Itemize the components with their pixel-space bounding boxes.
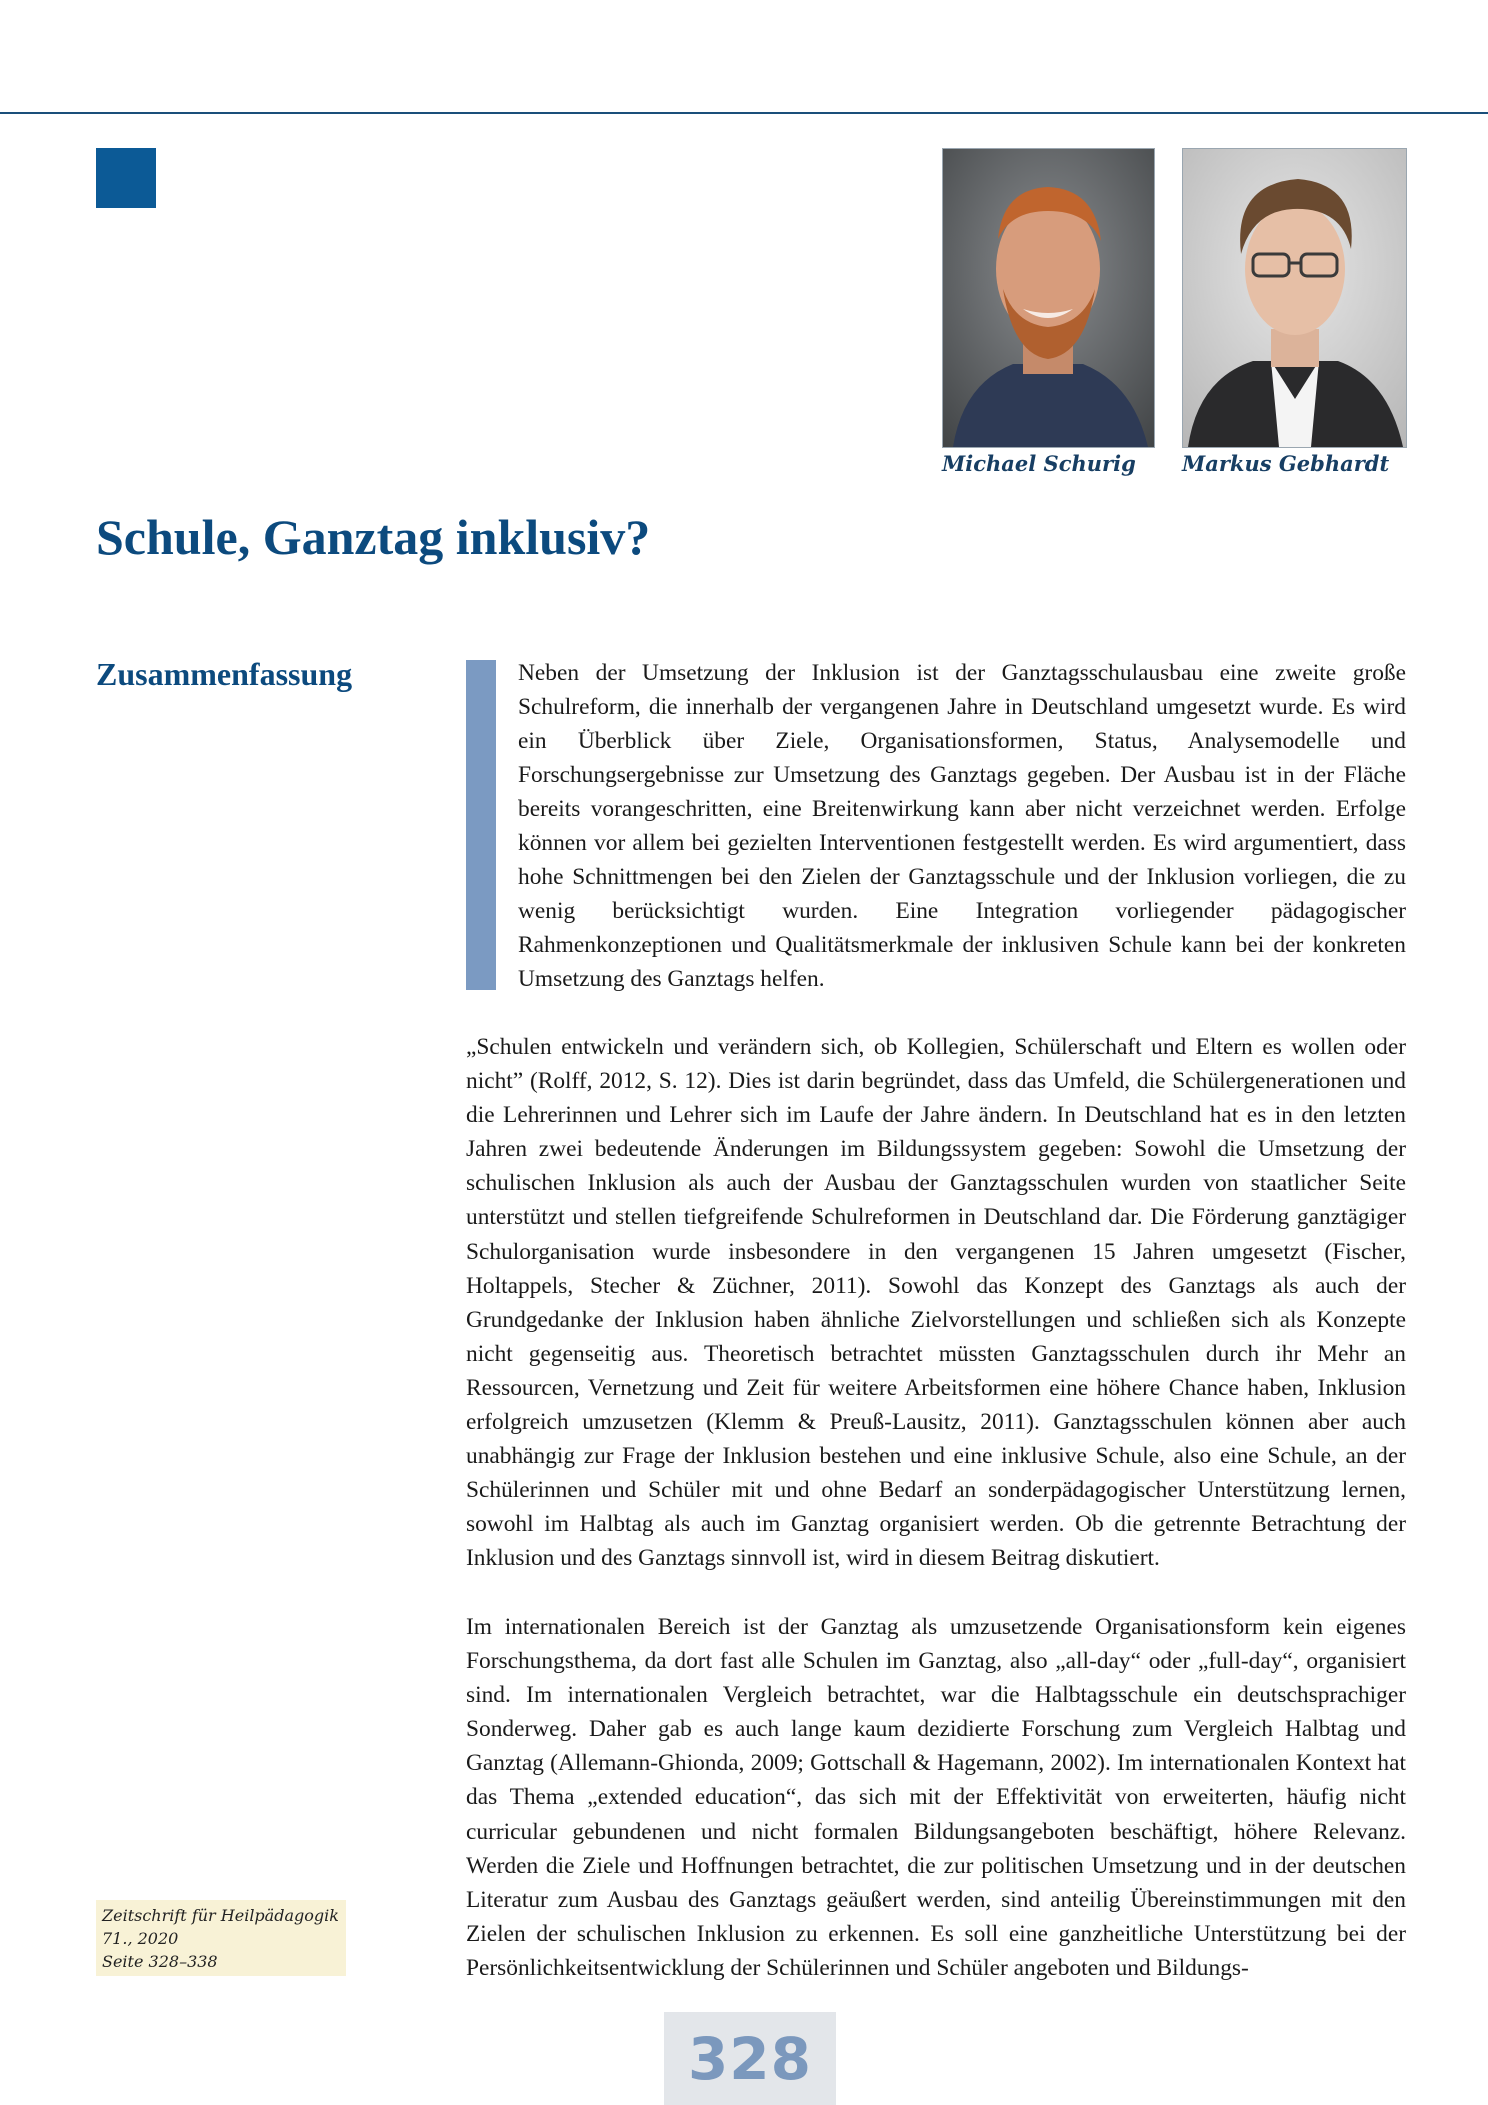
author-caption: Markus Gebhardt	[1182, 451, 1390, 476]
author-photo-markus-gebhardt	[1182, 148, 1407, 448]
page-number: 328	[687, 2024, 813, 2093]
page-number-box	[664, 2012, 836, 2105]
author-caption: Michael Schurig	[942, 451, 1136, 476]
abstract-heading: Zusammenfassung	[96, 656, 353, 692]
journal-volume: 71., 2020	[102, 1929, 179, 1948]
journal-name: Zeitschrift für Heilpädagogik	[102, 1906, 339, 1925]
abstract-text: Neben der Umsetzung der Inklusion ist der Ganztagsschulausbau eine zweite große Schulreform, die innerhalb der vergangenen Jahre in Deutschland umgesetzt wurde. Es wird ein Überblick über Ziele, Organisationsformen, Status, Analysemodelle und Forschungsergebnisse zur Umsetzung des Ganztags gegeben. Der Ausbau ist in der Fläche bereits vorangeschritten, eine Breitenwirkung kann aber nicht verzeichnet werden. Erfolge können vor allem bei gezielten Interventionen festgestellt werden. Es wird argumentiert, dass hohe Schnittmengen bei den Zielen der Ganztagsschule und der Inklusion vorliegen, die zu wenig berücksichtigt wurden. Eine Integration vorliegender pädagogischer Rahmenkonzeptionen und Qualitätsmerkmale der inklusiven Schule kann bei der konkreten Umsetzung des Ganztags helfen.	[518, 660, 1406, 992]
body-paragraph: Im internationalen Bereich ist der Ganztag als umzusetzende Organisationsform kein eigenes Forschungsthema, da dort fast alle Schulen im Ganztag, also „all-day“ oder „full-day“, organisiert sind. Im internationalen Vergleich betrachtet, war die Halbtagsschule ein deutschsprachiger Sonderweg. Daher gab es auch lange kaum dezidierte Forschung zum Vergleich Halbtag und Ganztag (Allemann-Ghionda, 2009; Gottschall & Hagemann, 2002). Im internationalen Kontext hat das Thema „extended education“, das sich mit der Effektivität von erweiterten, häufig nicht curricular gebundenen und nicht formalen Bildungsangeboten beschäftigt, höhere Relevanz. Werden die Ziele und Hoffnungen betrachtet, die zur politischen Umsetzung und in der deutschen Literatur zum Ausbau des Ganztags geäußert werden, sind anteilig Übereinstimmungen mit den Zielen der schulischen Inklusion zu erkennen. Es soll eine ganzheitliche Unterstützung bei der Persönlichkeitsentwicklung der Schülerinnen und Schüler angeboten und Bildungs-	[466, 1614, 1406, 1981]
body-paragraph: „Schulen entwickeln und verändern sich, ob Kollegien, Schülerschaft und Eltern es wollen oder nicht” (Rolff, 2012, S. 12). Dies ist darin begründet, dass das Umfeld, die Schülergenerationen und die Lehrerinnen und Lehrer sich im Laufe der Jahre ändern. In Deutschland hat es in den letzten Jahren zwei bedeutende Änderungen im Bildungssystem gegeben: Sowohl die Umsetzung der schulischen Inklusion als auch der Ausbau der Ganztagsschulen wurden von staatlicher Seite unterstützt und stellen tiefgreifende Schulreformen in Deutschland dar. Die Förderung ganztägiger Schulorganisation wurde insbesondere in den vergangenen 15 Jahren umgesetzt (Fischer, Holtappels, Stecher & Züchner, 2011). Sowohl das Konzept des Ganztags als auch der Grundgedanke der Inklusion haben ähnliche Zielvorstellungen und schließen sich als Konzepte nicht gegenseitig aus. Theoretisch betrachtet müssten Ganztagsschulen durch ihr Mehr an Ressourcen, Vernetzung und Zeit für weitere Arbeitsformen eine höhere Chance haben, Inklusion erfolgreich umzusetzen (Klemm & Preuß-Lausitz, 2011). Ganztagsschulen können aber auch unabhängig zur Frage der Inklusion bestehen und eine inklusive Schule, also eine Schule, an der Schülerinnen und Schüler mit und ohne Bedarf an sonderpädagogischer Unterstützung lernen, sowohl im Halbtag als auch im Ganztag organisiert werden. Ob die getrennte Betrachtung der Inklusion und des Ganztags sinnvoll ist, wird in diesem Beitrag diskutiert.	[466, 1034, 1406, 1572]
section-marker-square	[96, 148, 156, 208]
journal-info-box	[96, 1900, 346, 1976]
top-rule	[0, 112, 1488, 114]
author-photo-michael-schurig	[942, 148, 1155, 448]
journal-pages: Seite 328–338	[102, 1952, 218, 1971]
abstract-bar	[466, 660, 496, 990]
article-title: Schule, Ganztag inklusiv?	[96, 509, 651, 565]
